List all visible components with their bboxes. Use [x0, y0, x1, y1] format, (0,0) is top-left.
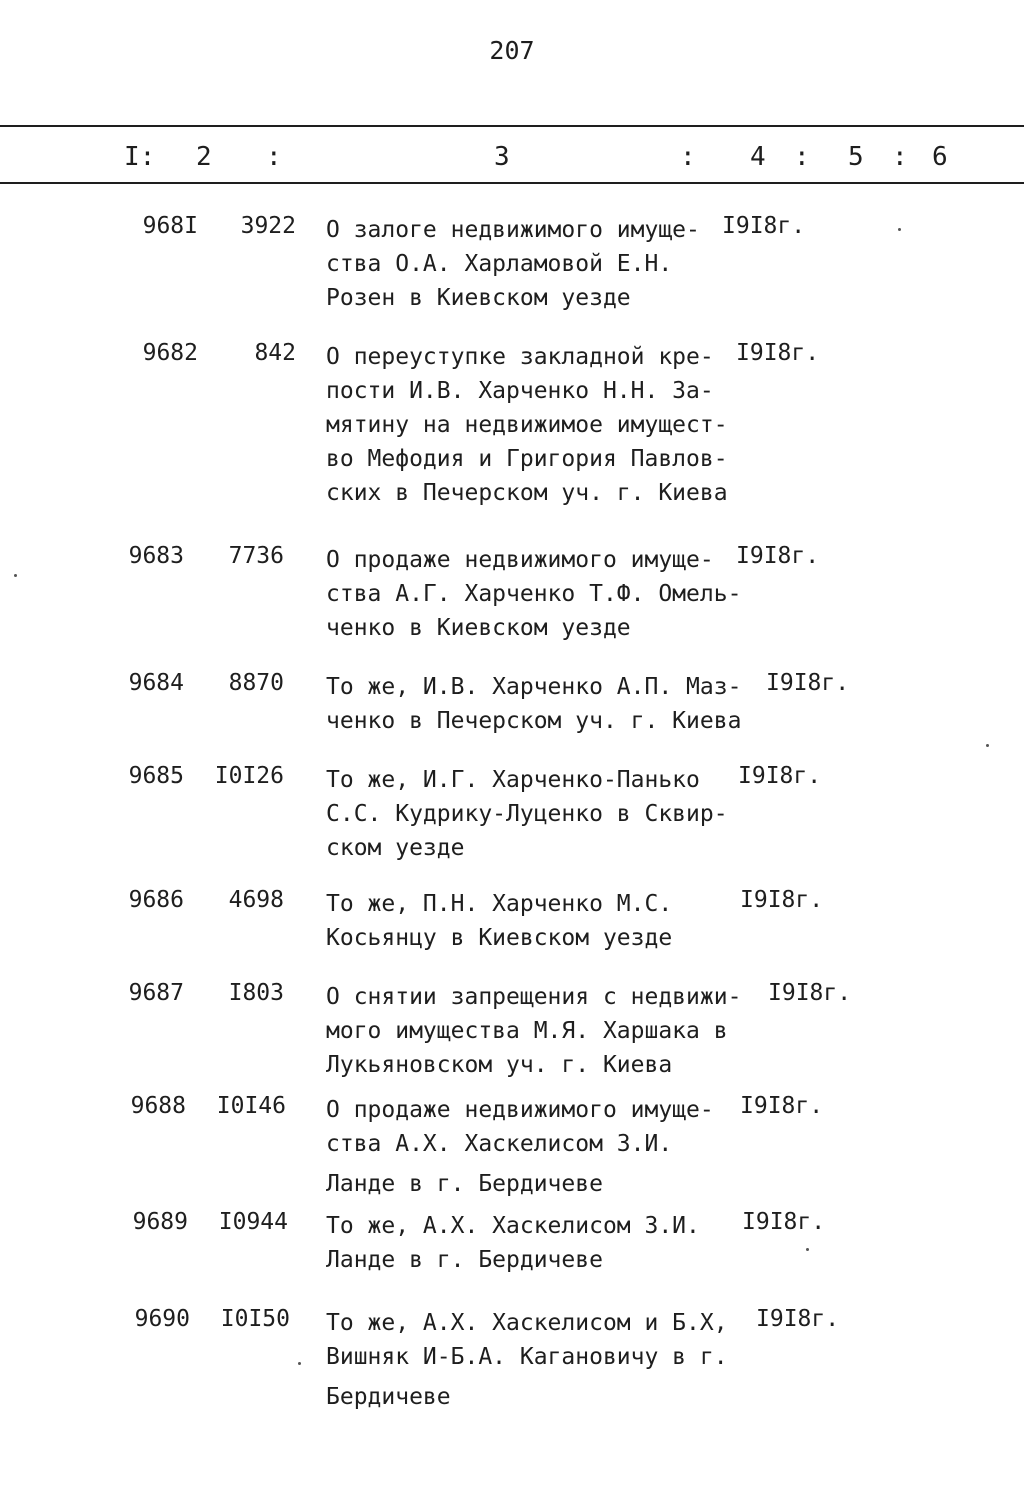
description-line: мятину на недвижимое имущест- [326, 412, 728, 438]
entry-number: 9690 [134, 1306, 190, 1332]
description-line: Лукьяновском уч. г. Киева [326, 1052, 673, 1078]
entry-description [326, 1209, 700, 1277]
entry-number: 9688 [130, 1093, 186, 1119]
scan-speck [14, 574, 17, 577]
description-line: О продаже недвижимого имуще- [326, 547, 714, 573]
entry-reference: 8870 [228, 670, 284, 696]
description-line: То же, П.Н. Харченко М.С. [326, 891, 673, 917]
entry-year: I9I8г. [736, 340, 820, 366]
entry-description [326, 887, 672, 955]
description-line: О залоге недвижимого имуще- [326, 217, 700, 243]
entry-number: 9686 [128, 887, 184, 913]
description-line: ском уезде [326, 835, 465, 861]
entry-reference: I0I50 [220, 1306, 290, 1332]
header-top-rule [0, 125, 1024, 127]
description-line: Бердичеве [326, 1384, 451, 1410]
scan-speck [986, 744, 989, 747]
entry-reference: 4698 [228, 887, 284, 913]
description-line: мого имущества М.Я. Харшака в [326, 1018, 728, 1044]
entry-reference: I0944 [218, 1209, 288, 1235]
description-line: во Мефодия и Григория Павлов- [326, 446, 728, 472]
scan-speck [806, 1248, 809, 1251]
entry-year: I9I8г. [722, 213, 806, 239]
header-col-3: 3 [494, 142, 510, 172]
description-line: С.С. Кудрику-Луценко в Сквир- [326, 801, 728, 827]
entry-number: 968I [142, 213, 198, 239]
description-line: Косьянцу в Киевском уезде [326, 925, 673, 951]
entry-reference: I803 [228, 980, 284, 1006]
entry-description [326, 340, 728, 510]
entry-description [326, 213, 700, 315]
scan-speck [898, 228, 901, 231]
header-sep-2: : [680, 142, 696, 172]
entry-number: 9684 [128, 670, 184, 696]
entry-reference: I0I46 [216, 1093, 286, 1119]
description-line: То же, А.Х. Хаскелисом З.И. [326, 1213, 700, 1239]
description-line: Вишняк И-Б.А. Кагановичу в г. [326, 1344, 728, 1370]
description-line: О переуступке закладной кре- [326, 344, 714, 370]
description-line: пости И.В. Харченко Н.Н. За- [326, 378, 714, 404]
description-line: Розен в Киевском уезде [326, 285, 631, 311]
entry-reference: 842 [254, 340, 296, 366]
page-number: 207 [489, 36, 535, 65]
entry-description [326, 1093, 714, 1201]
description-line: ченко в Киевском уезде [326, 615, 631, 641]
entry-description [326, 980, 741, 1082]
entry-year: I9I8г. [742, 1209, 826, 1235]
description-line: ченко в Печерском уч. г. Киева [326, 708, 742, 734]
header-col-6: 6 [932, 142, 948, 172]
entry-year: I9I8г. [740, 1093, 824, 1119]
header-col-4: 4 [750, 142, 766, 172]
entry-description [326, 543, 741, 645]
entry-number: 9687 [128, 980, 184, 1006]
entry-year: I9I8г. [738, 763, 822, 789]
entry-reference: 7736 [228, 543, 284, 569]
header-col-2: 2 [196, 142, 212, 172]
description-line: То же, И.Г. Харченко-Панько [326, 767, 700, 793]
entry-number: 9683 [128, 543, 184, 569]
entry-description [326, 670, 741, 738]
entry-year: I9I8г. [768, 980, 852, 1006]
header-col-1: I: [124, 142, 156, 172]
description-line: Ланде в г. Бердичеве [326, 1171, 603, 1197]
header-sep-1: : [266, 142, 282, 172]
entry-description [326, 1306, 728, 1414]
header-col-5: 5 [848, 142, 864, 172]
description-line: О снятии запрещения с недвижи- [326, 984, 742, 1010]
description-line: Ланде в г. Бердичеве [326, 1247, 603, 1273]
entry-number: 9689 [132, 1209, 188, 1235]
description-line: ства О.А. Харламовой Е.Н. [326, 251, 673, 277]
header-bottom-rule [0, 182, 1024, 184]
entry-year: I9I8г. [740, 887, 824, 913]
entry-year: I9I8г. [736, 543, 820, 569]
header-sep-3: : [794, 142, 810, 172]
header-sep-4: : [892, 142, 908, 172]
entry-number: 9685 [128, 763, 184, 789]
entry-year: I9I8г. [766, 670, 850, 696]
description-line: О продаже недвижимого имуще- [326, 1097, 714, 1123]
entry-year: I9I8г. [756, 1306, 840, 1332]
entry-number: 9682 [142, 340, 198, 366]
description-line: ских в Печерском уч. г. Киева [326, 480, 728, 506]
description-line: То же, А.Х. Хаскелисом и Б.Х, [326, 1310, 728, 1336]
entry-reference: 3922 [240, 213, 296, 239]
description-line: ства А.Х. Хаскелисом З.И. [326, 1131, 673, 1157]
scan-speck [298, 1362, 301, 1365]
description-line: ства А.Г. Харченко Т.Ф. Омель- [326, 581, 742, 607]
entry-reference: I0I26 [214, 763, 284, 789]
description-line: То же, И.В. Харченко А.П. Маз- [326, 674, 742, 700]
entry-description [326, 763, 728, 865]
